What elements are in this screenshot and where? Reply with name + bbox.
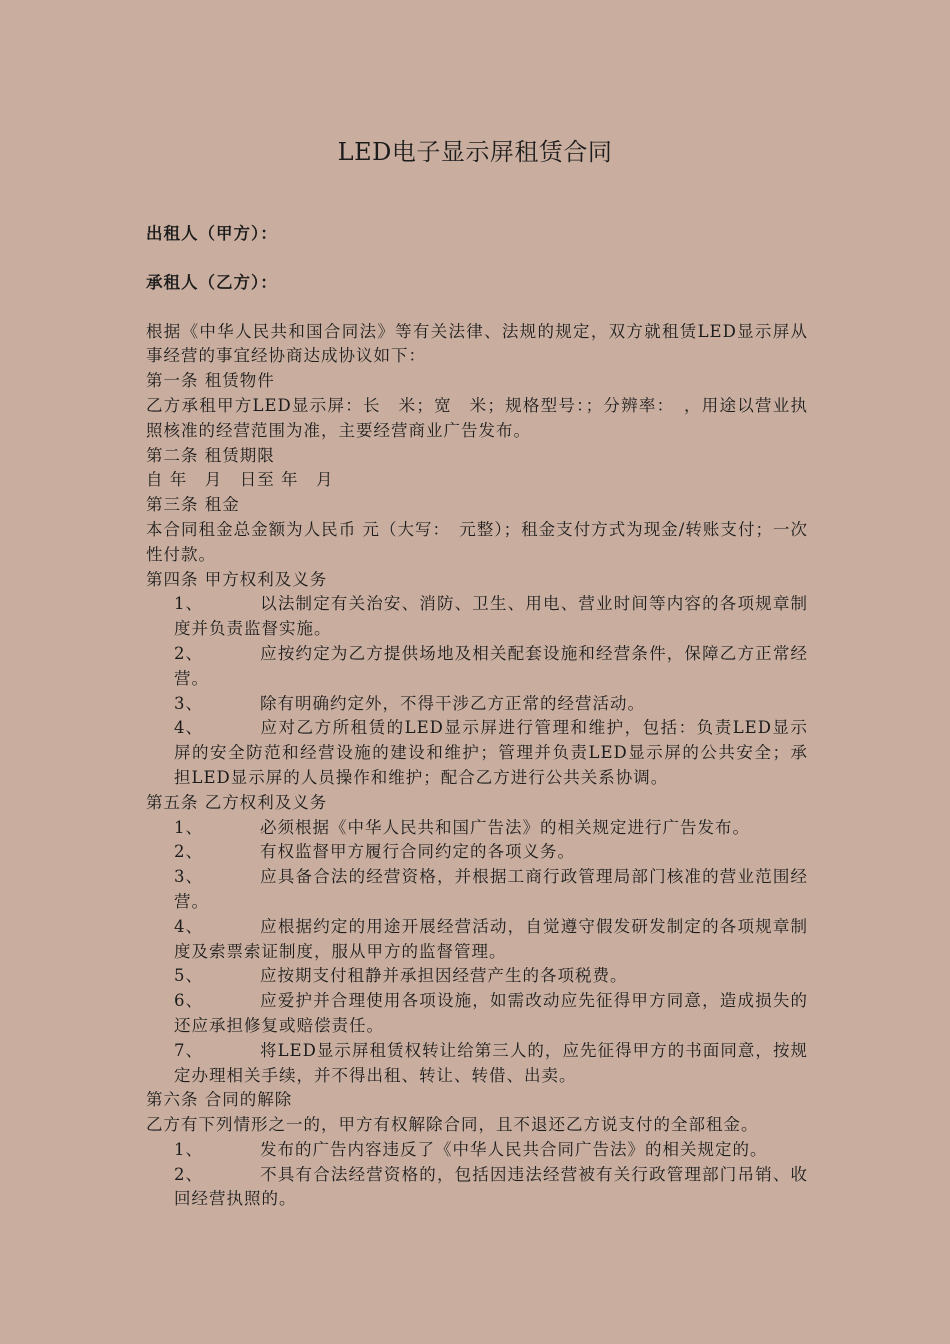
item-text: 发布的广告内容违反了《中华人民共合同广告法》的相关规定的。 [260,1139,768,1159]
item-text: 有权监督甲方履行合同约定的各项义务。 [260,842,575,862]
article-3-text: 本合同租金总金额为人民币 元（大写： 元整）；租金支付方式为现金/转账支付；一次性付款。 [146,519,808,564]
item-text: 不具有合法经营资格的，包括因违法经营被有关行政管理部门吊销、收回经营执照的。 [174,1164,808,1209]
document-body [146,222,808,1212]
item-number: 2、 [174,842,203,862]
article-5-item [174,816,808,841]
article-4-item [174,642,808,692]
item-number: 1、 [174,1139,203,1159]
article-5-item [174,840,808,865]
item-number: 6、 [174,991,203,1011]
article-6-heading: 第六条 合同的解除 [146,1090,293,1110]
article-5-item [174,865,808,915]
item-text: 应对乙方所租赁的LED显示屏进行管理和维护，包括：负责LED显示屏的安全防范和经营设施的建设和维护；管理并负责LED显示屏的公共安全；承担LED显示屏的人员操作和维护；配合乙方进行公共关系协调。 [174,718,808,787]
document-title: LED电子显示屏租赁合同 [337,138,613,166]
article-2-text: 自 年 月 日至 年 月 [146,470,334,490]
item-number: 1、 [174,594,203,614]
article-5-item [174,1039,808,1089]
item-number: 3、 [174,867,203,887]
lessor-label: 出租人（甲方）： [146,224,278,243]
item-text: 除有明确约定外，不得干涉乙方正常的经营活动。 [260,693,645,713]
item-text: 应按期支付租静并承担因经营产生的各项税费。 [260,966,628,986]
article-6-item [174,1163,808,1213]
article-4-item [174,716,808,790]
item-text: 应按约定为乙方提供场地及相关配套设施和经营条件，保障乙方正常经营。 [174,643,808,688]
article-5-item [174,915,808,965]
article-1-text: 乙方承租甲方LED显示屏：长 米；宽 米；规格型号：；分辨率： ，用途以营业执照核准的经营范围为准，主要经营商业广告发布。 [146,395,808,440]
item-text: 应爱护并合理使用各项设施，如需改动应先征得甲方同意，造成损失的还应承担修复或赔偿责任。 [174,991,808,1035]
item-number: 3、 [174,693,203,713]
article-6-text: 乙方有下列情形之一的，甲方有权解除合同，且不退还乙方说支付的全部租金。 [146,1115,759,1135]
article-2-heading: 第二条 租赁期限 [146,445,275,465]
item-number: 1、 [174,817,203,837]
article-4-item [174,592,808,642]
item-number: 2、 [174,1164,203,1184]
article-5-heading: 第五条 乙方权利及义务 [146,792,328,812]
article-4-item [174,692,808,717]
item-number: 5、 [174,966,203,986]
article-1-heading: 第一条 租赁物件 [146,371,275,391]
item-number: 2、 [174,643,203,663]
item-number: 7、 [174,1040,203,1060]
item-text: 以法制定有关治安、消防、卫生、用电、营业时间等内容的各项规章制度并负责监督实施。 [174,594,808,639]
article-4-heading: 第四条 甲方权利及义务 [146,569,328,589]
item-number: 4、 [174,916,203,936]
item-number: 4、 [174,718,203,738]
item-text: 应根据约定的用途开展经营活动，自觉遵守假发研发制定的各项规章制度及索票索证制度，服从甲方的监督管理。 [174,916,808,961]
item-text: 应具备合法的经营资格，并根据工商行政管理局部门核准的营业范围经营。 [174,867,808,911]
article-6-item [174,1138,808,1163]
intro-paragraph: 根据《中华人民共和国合同法》等有关法律、法规的规定，双方就租赁LED显示屏从事经营的事宜经协商达成协议如下： [146,321,808,366]
item-text: 将LED显示屏租赁权转让给第三人的，应先征得甲方的书面同意，按规定办理相关手续，并不得出租、转让、转借、出卖。 [174,1040,808,1085]
lessee-label: 承租人（乙方）： [146,272,278,292]
item-text: 必须根据《中华人民共和国广告法》的相关规定进行广告发布。 [260,817,750,837]
article-5-item [174,989,808,1039]
article-3-heading: 第三条 租金 [146,495,240,515]
article-5-item [174,964,808,989]
